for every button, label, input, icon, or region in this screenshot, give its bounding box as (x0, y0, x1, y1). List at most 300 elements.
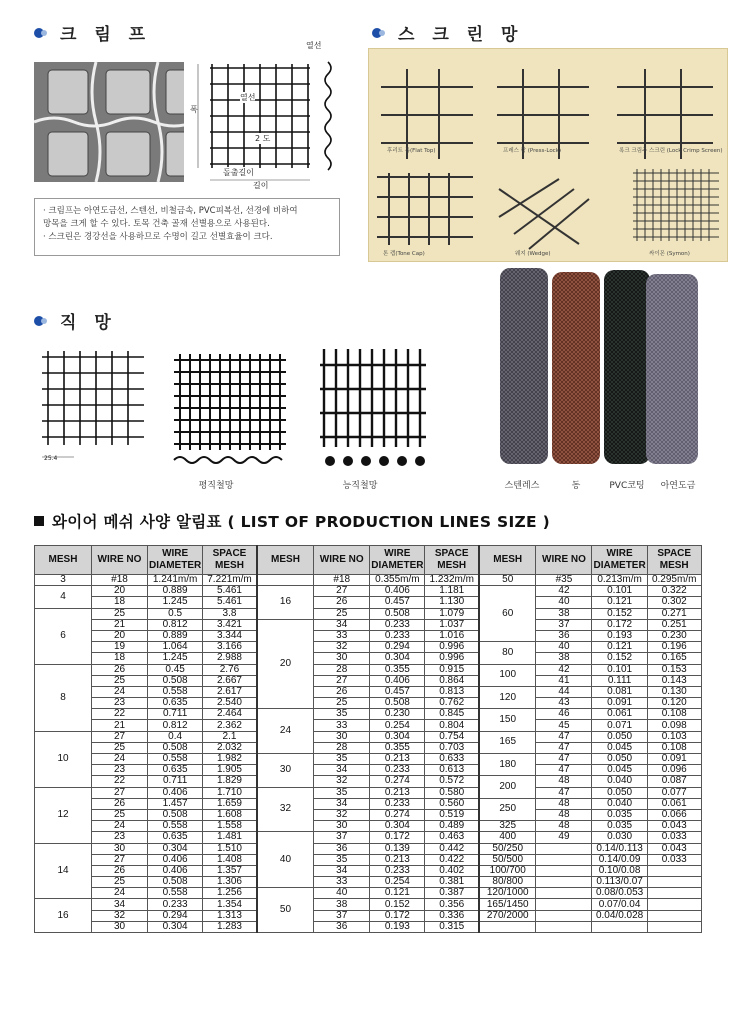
space-mesh-cell: 2.032 (203, 742, 257, 753)
wire-diameter-cell: 0.111 (592, 675, 647, 686)
mesh-cell: 120/1000 (479, 888, 536, 899)
wire-no-cell: 47 (536, 742, 592, 753)
wire-no-cell: 30 (92, 843, 148, 854)
wire-diameter-cell: 0.45 (148, 664, 203, 675)
wire-no-cell: 25 (314, 698, 370, 709)
space-mesh-cell: 1.357 (203, 865, 257, 876)
wire-no-cell: 35 (314, 709, 370, 720)
section-title-screen: 스 크 린 망 (372, 20, 523, 45)
wire-diameter-cell: 0.061 (592, 709, 647, 720)
wire-no-cell: 47 (536, 765, 592, 776)
wire-no-cell: 28 (314, 742, 370, 753)
wire-diameter-cell: 1.064 (148, 642, 203, 653)
space-mesh-cell: 0.422 (425, 854, 479, 865)
space-mesh-cell: 3.421 (203, 619, 257, 630)
note-line: · 스크린은 경강선을 사용하므로 수명이 길고 선별효율이 크다. (43, 232, 273, 242)
table-row (35, 776, 702, 787)
mesh-cell: 30 (257, 754, 314, 788)
space-mesh-cell: 0.096 (647, 765, 701, 776)
mesh-cell: 50/500 (479, 854, 536, 865)
wire-no-cell: 48 (536, 821, 592, 832)
wire-no-cell: #18 (92, 575, 148, 586)
wire-no-cell: 30 (314, 731, 370, 742)
wire-no-cell: 42 (536, 664, 592, 675)
header-mesh: MESH (479, 546, 536, 575)
wire-no-cell: 21 (92, 619, 148, 630)
wire-no-cell: 40 (536, 642, 592, 653)
wire-diameter-cell: 0.711 (148, 776, 203, 787)
table-row (35, 765, 702, 776)
wire-diameter-cell: 0.113/0.07 (592, 877, 647, 888)
space-mesh-cell: 0.103 (647, 731, 701, 742)
wire-diameter-cell: 0.152 (592, 608, 647, 619)
wire-no-cell: 40 (314, 888, 370, 899)
mesh-cell: 40 (257, 832, 314, 888)
wire-no-cell: 48 (536, 809, 592, 820)
wire-no-cell: 25 (92, 608, 148, 619)
wire-diameter-cell: 0.254 (370, 720, 425, 731)
wire-diameter-cell: 0.050 (592, 787, 647, 798)
space-mesh-cell: 1.306 (203, 877, 257, 888)
header-wire-diameter: WIRE DIAMETER (592, 546, 647, 575)
wire-diameter-cell: 0.406 (148, 865, 203, 876)
wire-diameter-cell: 0.121 (592, 597, 647, 608)
wire-no-cell: 36 (536, 630, 592, 641)
wire-diameter-cell: 0.193 (370, 921, 425, 932)
wire-no-cell: 46 (536, 709, 592, 720)
space-mesh-cell: 0.356 (425, 899, 479, 910)
wire-diameter-cell: 0.071 (592, 720, 647, 731)
space-mesh-cell: 0.033 (647, 854, 701, 865)
wire-diameter-cell: 0.230 (370, 709, 425, 720)
wire-diameter-cell: 0.091 (592, 698, 647, 709)
wire-no-cell: 35 (314, 854, 370, 865)
note-line: 망목을 크게 할 수 있다. 토목 건축 골재 선별용으로 사용된다. (43, 219, 270, 229)
wire-diameter-cell: 0.10/0.08 (592, 865, 647, 876)
wire-diameter-cell: 0.508 (370, 698, 425, 709)
bullet-icon (34, 316, 48, 326)
table-row (35, 754, 702, 765)
wire-diameter-cell: 0.889 (148, 630, 203, 641)
header-mesh: MESH (35, 546, 92, 575)
screen-type-label: 프레스 락 (Press-Lock) (503, 148, 562, 154)
table-row (35, 832, 702, 843)
wire-diameter-cell: 0.558 (148, 686, 203, 697)
wire-diameter-cell: 0.233 (370, 798, 425, 809)
mesh-cell: 80/800 (479, 877, 536, 888)
space-mesh-cell: 1.181 (425, 586, 479, 597)
space-mesh-cell: 5.461 (203, 597, 257, 608)
wire-no-cell: 40 (536, 597, 592, 608)
caption-copper: 동 (571, 481, 581, 491)
wire-diameter-cell: 0.193 (592, 630, 647, 641)
wire-no-cell: 38 (314, 899, 370, 910)
table-row (35, 586, 702, 597)
wire-diameter-cell: 0.213 (370, 854, 425, 865)
space-mesh-cell: 1.232m/m (425, 575, 479, 586)
wire-diameter-cell: 0.172 (370, 832, 425, 843)
wire-diameter-cell: 0.050 (592, 754, 647, 765)
table-header-row (35, 546, 702, 575)
wire-diameter-cell: 0.035 (592, 809, 647, 820)
space-mesh-cell: 1.710 (203, 787, 257, 798)
wire-diameter-cell: 0.304 (370, 653, 425, 664)
table-row (35, 921, 702, 932)
header-space-mesh: SPACE MESH (647, 546, 701, 575)
section-title-crimp: 크 림 프 (34, 20, 151, 45)
space-mesh-cell: 0.915 (425, 664, 479, 675)
space-mesh-cell: 7.221m/m (203, 575, 257, 586)
wire-no-cell: 26 (92, 865, 148, 876)
table-row (35, 575, 702, 586)
space-mesh-cell: 0.271 (647, 608, 701, 619)
space-mesh-cell: 0.613 (425, 765, 479, 776)
spec-table (34, 545, 702, 933)
header-space-mesh: SPACE MESH (203, 546, 257, 575)
wire-diameter-cell: 0.07/0.04 (592, 899, 647, 910)
wire-diameter-cell: 0.812 (148, 720, 203, 731)
caption-twill-weave: 능직철망 (342, 481, 378, 491)
wire-diameter-cell: 0.172 (370, 910, 425, 921)
wire-diameter-cell: 0.152 (370, 899, 425, 910)
wire-diameter-cell: 0.304 (148, 843, 203, 854)
wire-no-cell (536, 865, 592, 876)
space-mesh-cell: 0.143 (647, 675, 701, 686)
space-mesh-cell: 2.617 (203, 686, 257, 697)
wire-no-cell: 18 (92, 597, 148, 608)
wire-no-cell: 25 (92, 809, 148, 820)
wire-no-cell: 30 (314, 653, 370, 664)
space-mesh-cell: 1.608 (203, 809, 257, 820)
screen-type-label: 싸이몬 (Symon) (649, 251, 690, 257)
wire-diameter-cell: 0.045 (592, 742, 647, 753)
space-mesh-cell: 0.519 (425, 809, 479, 820)
wire-no-cell: 33 (314, 877, 370, 888)
wire-diameter-cell: 0.040 (592, 776, 647, 787)
wire-diameter-cell: 0.233 (148, 899, 203, 910)
wire-diameter-cell: 0.050 (592, 731, 647, 742)
label-height: 폭 (190, 105, 198, 114)
wire-no-cell: 21 (92, 720, 148, 731)
wire-no-cell: 24 (92, 821, 148, 832)
screen-type-label: 록크 크림주 스크린 (Lock Crimp Screen) (619, 148, 723, 154)
wire-no-cell: 32 (92, 910, 148, 921)
wire-diameter-cell: 0.294 (148, 910, 203, 921)
space-mesh-cell: 3.344 (203, 630, 257, 641)
space-mesh-cell: 1.079 (425, 608, 479, 619)
space-mesh-cell (647, 865, 701, 876)
wire-diameter-cell: 1.245 (148, 597, 203, 608)
wire-no-cell: 25 (92, 675, 148, 686)
mesh-cell: 165 (479, 731, 536, 753)
wire-no-cell: 26 (92, 798, 148, 809)
mesh-cell: 14 (35, 843, 92, 899)
wire-diameter-cell: 0.635 (148, 765, 203, 776)
table-row (35, 899, 702, 910)
plain-weave-diagram (34, 345, 156, 467)
wire-no-cell: 42 (536, 586, 592, 597)
space-mesh-cell: 2.667 (203, 675, 257, 686)
wire-diameter-cell: 0.233 (370, 619, 425, 630)
empty-cell (536, 921, 592, 932)
wire-diameter-cell: 0.304 (370, 821, 425, 832)
mesh-cell: 180 (479, 754, 536, 776)
wire-diameter-cell: 0.406 (370, 675, 425, 686)
wire-no-cell: 48 (536, 798, 592, 809)
wire-no-cell: 27 (314, 586, 370, 597)
wire-no-cell: 35 (314, 754, 370, 765)
space-mesh-cell: 1.481 (203, 832, 257, 843)
mesh-cell: 50 (479, 575, 536, 586)
header-wire-no: WIRE NO (314, 546, 370, 575)
wire-diameter-cell: 0.4 (148, 731, 203, 742)
wire-diameter-cell: 0.152 (592, 653, 647, 664)
wire-no-cell: 25 (314, 608, 370, 619)
wire-diameter-cell: 0.558 (148, 754, 203, 765)
wire-diameter-cell: 0.139 (370, 843, 425, 854)
table-row (35, 865, 702, 876)
space-mesh-cell (647, 877, 701, 888)
wire-diameter-cell: 0.233 (370, 765, 425, 776)
table-row (35, 843, 702, 854)
table-row (35, 787, 702, 798)
table-heading: 와이어 메쉬 사양 알림표 ( LIST OF PRODUCTION LINES SIZE ) (34, 510, 550, 532)
mesh-cell: 12 (35, 787, 92, 843)
mesh-cell: 150 (479, 709, 536, 731)
wire-diameter-cell: 0.14/0.113 (592, 843, 647, 854)
space-mesh-cell: 3.8 (203, 608, 257, 619)
wire-no-cell: 23 (92, 832, 148, 843)
wire-no-cell: 34 (314, 798, 370, 809)
wire-no-cell: 24 (92, 686, 148, 697)
wire-no-cell: 30 (314, 821, 370, 832)
wire-no-cell: 47 (536, 754, 592, 765)
table-row (35, 630, 702, 641)
wire-no-cell: 28 (314, 664, 370, 675)
wire-diameter-cell: 0.508 (148, 675, 203, 686)
space-mesh-cell: 0.442 (425, 843, 479, 854)
wire-diameter-cell: 0.558 (148, 821, 203, 832)
table-row (35, 854, 702, 865)
wire-diameter-cell: 0.406 (370, 586, 425, 597)
space-mesh-cell: 2.1 (203, 731, 257, 742)
wire-no-cell: 37 (536, 619, 592, 630)
bullet-icon (34, 28, 48, 38)
empty-cell (479, 921, 536, 932)
wire-no-cell: 33 (314, 630, 370, 641)
wire-no-cell: 32 (314, 642, 370, 653)
wire-no-cell: #35 (536, 575, 592, 586)
space-mesh-cell: 3.166 (203, 642, 257, 653)
wire-no-cell: 32 (314, 776, 370, 787)
table-row (35, 642, 702, 653)
wire-diameter-cell: 0.213m/m (592, 575, 647, 586)
wire-no-cell: 27 (92, 854, 148, 865)
mesh-cell: 16 (257, 586, 314, 620)
wire-diameter-cell: 0.08/0.053 (592, 888, 647, 899)
wire-diameter-cell: 0.508 (148, 742, 203, 753)
mesh-rolls-photo (494, 262, 704, 472)
wire-no-cell: 24 (92, 754, 148, 765)
screen-types-drawing (369, 49, 729, 263)
wire-no-cell: 44 (536, 686, 592, 697)
space-mesh-cell: 1.408 (203, 854, 257, 865)
wire-no-cell: 23 (92, 698, 148, 709)
wire-diameter-cell: 0.04/0.028 (592, 910, 647, 921)
caption-stainless: 스텐레스 (504, 481, 540, 491)
wire-diameter-cell: 0.030 (592, 832, 647, 843)
space-mesh-cell: 1.016 (425, 630, 479, 641)
space-mesh-cell: 0.196 (647, 642, 701, 653)
wire-diameter-cell: 0.294 (370, 642, 425, 653)
label-mesh: 열선 (240, 93, 256, 102)
dutch-weave-diagram (316, 345, 431, 473)
space-mesh-cell: 0.315 (425, 921, 479, 932)
space-mesh-cell: 0.813 (425, 686, 479, 697)
wire-no-cell: 37 (314, 910, 370, 921)
table-row (35, 910, 702, 921)
space-mesh-cell: 0.996 (425, 653, 479, 664)
wire-diameter-cell: 0.711 (148, 709, 203, 720)
wire-no-cell: 49 (536, 832, 592, 843)
space-mesh-cell (647, 910, 701, 921)
wire-no-cell: 43 (536, 698, 592, 709)
space-mesh-cell: 0.572 (425, 776, 479, 787)
empty-cell (647, 921, 701, 932)
space-mesh-cell: 0.302 (647, 597, 701, 608)
wire-diameter-cell: 0.406 (148, 854, 203, 865)
mesh-cell: 60 (479, 586, 536, 642)
wire-diameter-cell: 0.508 (148, 877, 203, 888)
space-mesh-cell: 0.108 (647, 742, 701, 753)
screen-type-label: 후리트 톱(Flat Top) (387, 148, 436, 154)
screen-types-panel (368, 48, 728, 262)
wire-no-cell: 48 (536, 776, 592, 787)
mesh-cell: 200 (479, 776, 536, 798)
label-length: 길이 (253, 181, 269, 190)
wire-no-cell: 26 (314, 686, 370, 697)
wire-diameter-cell: 0.355m/m (370, 575, 425, 586)
wire-no-cell: 24 (92, 888, 148, 899)
space-mesh-cell: 1.283 (203, 921, 257, 932)
wire-no-cell: #18 (314, 575, 370, 586)
table-row (35, 619, 702, 630)
wire-no-cell: 30 (92, 921, 148, 932)
space-mesh-cell: 0.560 (425, 798, 479, 809)
space-mesh-cell: 0.043 (647, 843, 701, 854)
space-mesh-cell: 2.464 (203, 709, 257, 720)
mesh-cell: 10 (35, 731, 92, 787)
wire-diameter-cell: 0.040 (592, 798, 647, 809)
space-mesh-cell: 0.996 (425, 642, 479, 653)
table-row (35, 731, 702, 742)
wire-no-cell: 32 (314, 809, 370, 820)
wire-diameter-cell: 0.274 (370, 809, 425, 820)
wire-diameter-cell: 0.254 (370, 877, 425, 888)
mesh-cell: 50 (257, 888, 314, 933)
label-gap: 2 도 (255, 134, 271, 143)
wire-no-cell: 27 (92, 787, 148, 798)
empty-cell (592, 921, 647, 932)
space-mesh-cell: 0.061 (647, 798, 701, 809)
wire-no-cell: 20 (92, 586, 148, 597)
wire-no-cell: 25 (92, 742, 148, 753)
wire-diameter-cell: 0.304 (370, 731, 425, 742)
mesh-cell: 250 (479, 798, 536, 820)
mesh-cell: 3 (35, 575, 92, 586)
space-mesh-cell: 0.762 (425, 698, 479, 709)
space-mesh-cell: 2.988 (203, 653, 257, 664)
twill-weave-diagram (170, 350, 290, 468)
space-mesh-cell: 5.461 (203, 586, 257, 597)
space-mesh-cell: 0.251 (647, 619, 701, 630)
wire-no-cell: 47 (536, 731, 592, 742)
space-mesh-cell: 1.130 (425, 597, 479, 608)
mesh-cell: 165/1450 (479, 899, 536, 910)
space-mesh-cell: 0.580 (425, 787, 479, 798)
space-mesh-cell: 2.76 (203, 664, 257, 675)
space-mesh-cell: 1.659 (203, 798, 257, 809)
wire-no-cell: 33 (314, 720, 370, 731)
wire-diameter-cell: 0.14/0.09 (592, 854, 647, 865)
space-mesh-cell: 0.066 (647, 809, 701, 820)
mesh-cell: 100 (479, 664, 536, 686)
space-mesh-cell: 1.313 (203, 910, 257, 921)
mesh-cell: 24 (257, 709, 314, 754)
wire-no-cell: 18 (92, 653, 148, 664)
note-line: · 크림프는 아연도금선, 스텐선, 비철금속, PVC피복선, 선경에 비하여 (43, 206, 298, 216)
wire-diameter-cell: 0.635 (148, 832, 203, 843)
wire-no-cell: 47 (536, 787, 592, 798)
space-mesh-cell: 0.387 (425, 888, 479, 899)
table-row (35, 597, 702, 608)
wire-diameter-cell: 0.081 (592, 686, 647, 697)
wire-diameter-cell: 0.508 (370, 608, 425, 619)
space-mesh-cell: 2.362 (203, 720, 257, 731)
caption-galvanized: 아연도금 (660, 481, 696, 491)
space-mesh-cell: 0.489 (425, 821, 479, 832)
space-mesh-cell: 1.829 (203, 776, 257, 787)
space-mesh-cell: 1.510 (203, 843, 257, 854)
caption-pvc: PVC코팅 (609, 481, 645, 491)
mesh-cell: 120 (479, 686, 536, 708)
wire-diameter-cell: 0.172 (592, 619, 647, 630)
wire-no-cell: 38 (536, 653, 592, 664)
space-mesh-cell: 0.120 (647, 698, 701, 709)
table-row (35, 888, 702, 899)
space-mesh-cell: 1.905 (203, 765, 257, 776)
mesh-cell: 32 (257, 787, 314, 832)
wire-no-cell: 34 (314, 865, 370, 876)
space-mesh-cell: 0.165 (647, 653, 701, 664)
space-mesh-cell: 0.153 (647, 664, 701, 675)
space-mesh-cell: 0.087 (647, 776, 701, 787)
space-mesh-cell: 0.463 (425, 832, 479, 843)
table-row (35, 664, 702, 675)
section-title-woven: 직 망 (34, 308, 117, 333)
wire-no-cell: 34 (92, 899, 148, 910)
space-mesh-cell: 0.754 (425, 731, 479, 742)
space-mesh-cell: 0.633 (425, 754, 479, 765)
header-wire-no: WIRE NO (92, 546, 148, 575)
table-row (35, 877, 702, 888)
header-wire-diameter: WIRE DIAMETER (148, 546, 203, 575)
wire-diameter-cell: 0.5 (148, 608, 203, 619)
wire-diameter-cell: 0.635 (148, 698, 203, 709)
space-mesh-cell: 0.091 (647, 754, 701, 765)
wire-diameter-cell: 0.121 (592, 642, 647, 653)
wire-diameter-cell: 0.233 (370, 630, 425, 641)
